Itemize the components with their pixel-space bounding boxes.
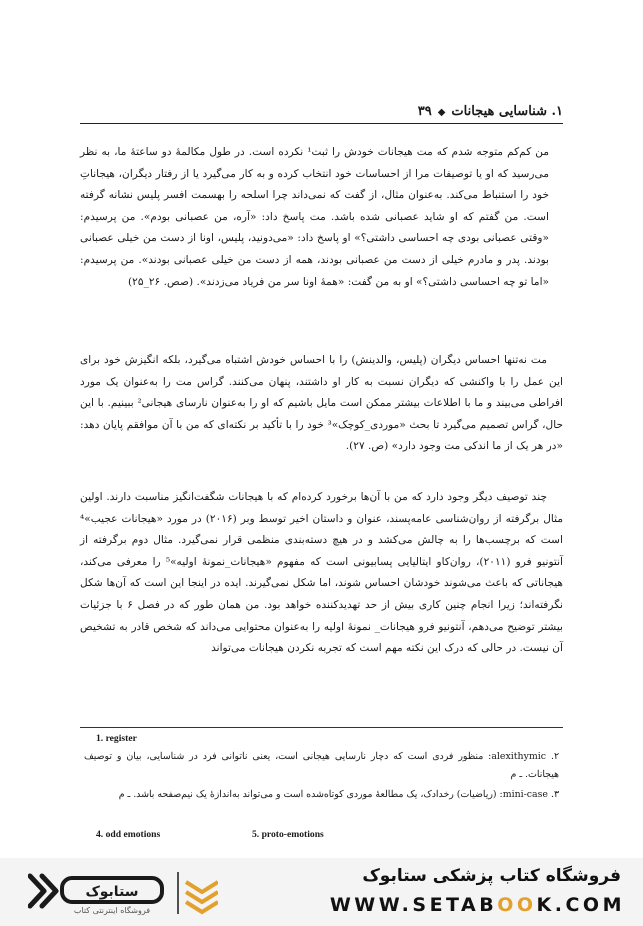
logo-subtext: فروشگاه اینترنتی کتاب — [73, 906, 151, 915]
setabook-logo[interactable] — [28, 870, 218, 916]
paragraph-text: چند توصیف دیگر وجود دارد که من با آن‌ها برخورد کرده‌ام که با هیجانات شگفت‌انگیز مناسبت دارند. اولین مثال برگرفته از روان‌شناسی عامه‌پسند، عنوان و داستان اخیر توسط وبر (۲۰۱۶) در مورد «هیجانات عجیب»⁴ است که برچسب‌ها را به چالش می‌کشد و در هیچ دسته‌بندی منظمی قرار نمی‌گیرد. مثال دوم برگرفته از آنتونیو فرو (۲۰۱۱)، روان‌کاو ایتالیایی پسابیونی است که مفهوم «هیجانات_نمونهٔ اولیه»⁵ را معرفی می‌کند، هیجاناتی که باعث می‌شوند خودشان احساس شوند، اما شکل نمی‌گیرند. ایده در اینجا این است که آن‌ها شکل نگرفته‌اند؛ زیرا انجام چنین کاری بیش از حد تهدیدکننده خواهد بود. من همان طور که در فصل ۶ با جزئیات بیشتر توضیح می‌دهم، آنتونیو فرو هیجانات_ نمونهٔ اولیه را به‌عنوان محتوایی می‌داند که شخص قادر به تشخیص آن نیست. در حالی که درک این نکته مهم است که تجربه نکردن هیجانات می‌تواند — [80, 491, 564, 655]
header-rule — [80, 123, 563, 124]
diamond-icon: ◆ — [437, 107, 446, 118]
logo-mark-icon — [28, 870, 218, 916]
running-header — [80, 104, 563, 122]
url-letter-accent: O — [497, 894, 517, 916]
page-number: ۳۹ — [417, 104, 432, 119]
footnote-3: ۳. mini-case: (ریاضیات) رخدادک، یک مطالعهٔ موردی کوتاه‌شده است و می‌تواند به‌اندازهٔ یک نیم‌صفحه باشد. ـ م — [118, 789, 559, 800]
url-part: K.COM — [536, 894, 625, 916]
paragraph-text: مت نه‌تنها احساس دیگران (پلیس، والدینش) را با احساس خودش اشتباه می‌گیرد، بلکه انگیزش خود برای این عمل را با واکنشی که دیگران نسبت به کار او داشتند، پنهان می‌کنند. گراس مت را به‌عنوان یک مورد افراطی می‌بیند و ما با اطلاعات بیشتر ممکن است مایل باشیم که او را به‌عنوان نارسای هیجانی² ببینیم. با این حال، گراس تصمیم می‌گیرد تا بحث «موردی_کوچک»³ خود را با تأکید بر نکته‌ای که من با آن موافقم پایان دهد: «در هر یک از ما اندکی مت وجود دارد» (ص. ۲۷). — [80, 354, 563, 453]
quote-block — [80, 142, 563, 293]
footnote-4: 4. odd emotions — [96, 829, 161, 840]
chapter-title: ۱. شناسایی هیجانات — [451, 104, 563, 119]
store-url-link[interactable] — [330, 894, 625, 916]
footnote-rule — [80, 727, 563, 728]
url-letter-accent: O — [516, 894, 537, 916]
footnote-5: 5. proto-emotions — [252, 829, 324, 840]
store-name: فروشگاه کتاب پزشکی ستابوک — [362, 866, 621, 886]
footnote-1: 1. register — [96, 733, 137, 744]
url-part: WWW.SETAB — [329, 894, 498, 916]
logo-text: ستابوک — [85, 884, 139, 900]
footnote-2: ۲. alexithymic: منظور فردی است که دچار نارسایی هیجانی است، یعنی ناتوانی فرد در شناسایی، بیان و توصیف هیجانات. ـ م — [84, 751, 559, 780]
quote-paragraph: من کم‌کم متوجه شدم که مت هیجانات خودش را ثبت¹ نکرده است. در طول مکالمهٔ دو ساعتهٔ ما، به نظر می‌رسید که او یا توصیفات مرا از احساسات خود انتخاب کرده و به کار می‌گیرد یا از رفتار دیگران، هیجاناتِ خود را استنباط می‌کند. به‌عنوان مثال، از گفت که نمی‌داند چرا اسلحه را بهسمت افسر پلیس نشانه گرفته است. من گفتم که او شاید عصبانی شده باشد. مت پاسخ داد: «آره، من عصبانی بودم». من پرسیدم: «وقتی عصبانی بودی چه احساسی داشتی؟» او پاسخ داد: «می‌دونید، پلیس، اونا از دست من خیلی عصبانی بودند. پدر و مادرم خیلی از دست من عصبانی بودند، همه از دست من خیلی عصبانی بودند». من پرسیدم: «اما تو چه احساسی داشتی؟» او به من گفت: «همهٔ اونا سر من فریاد می‌زدند». (صص. ۲۶_۲۵) — [80, 146, 549, 288]
body-paragraph-2 — [80, 487, 563, 660]
store-banner — [0, 858, 643, 926]
body-paragraph-1 — [80, 350, 563, 458]
